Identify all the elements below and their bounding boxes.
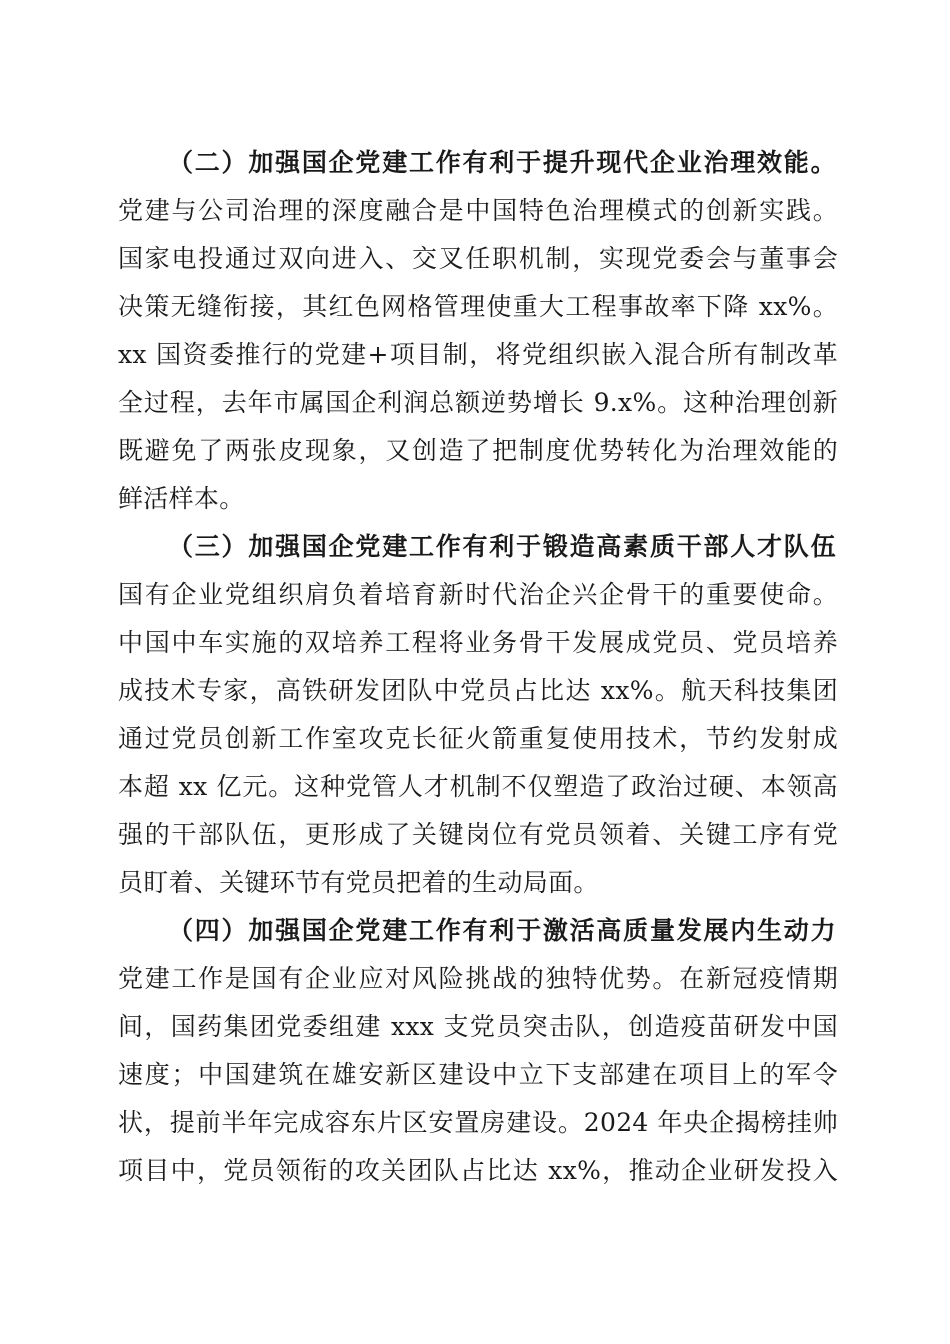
section-3-line-6: 强的干部队伍，更形成了关键岗位有党员领着、关键工序有党 [118,820,838,849]
section-4-line-1: 党建工作是国有企业应对风险挑战的独特优势。在新冠疫情期 [118,964,838,993]
section-2-line-6: 既避免了两张皮现象，又创造了把制度优势转化为治理效能的 [118,436,838,465]
section-4-line-5: 项目中，党员领衔的攻关团队占比达 xx%，推动企业研发投入 [118,1156,838,1185]
section-4-line-2: 间，国药集团党委组建 xxx 支党员突击队，创造疫苗研发中国 [118,1012,838,1041]
section-3-line-5: 本超 xx 亿元。这种党管人才机制不仅塑造了政治过硬、本领高 [118,772,838,801]
section-2-line-5: 全过程，去年市属国企利润总额逆势增长 9.x%。这种治理创新 [118,388,838,417]
section-4-heading: （四）加强国企党建工作有利于激活高质量发展内生动力 [168,916,836,945]
section-2-line-2: 国家电投通过双向进入、交叉任职机制，实现党委会与董事会 [118,244,838,273]
section-2-line-3: 决策无缝衔接，其红色网格管理使重大工程事故率下降 xx%。 [118,292,838,321]
section-3-line-3: 成技术专家，高铁研发团队中党员占比达 xx%。航天科技集团 [118,676,838,705]
section-3-line-2: 中国中车实施的双培养工程将业务骨干发展成党员、党员培养 [118,628,838,657]
section-4-line-4: 状，提前半年完成容东片区安置房建设。2024 年央企揭榜挂帅 [118,1108,838,1137]
section-3-line-1: 国有企业党组织肩负着培育新时代治企兴企骨干的重要使命。 [118,580,838,609]
section-3-line-7: 员盯着、关键环节有党员把着的生动局面。 [118,868,599,897]
section-2-heading: （二）加强国企党建工作有利于提升现代企业治理效能。 [168,148,836,177]
section-4-line-3: 速度；中国建筑在雄安新区建设中立下支部建在项目上的军令 [118,1060,838,1089]
section-2-line-7: 鲜活样本。 [118,484,245,513]
section-3-line-4: 通过党员创新工作室攻克长征火箭重复使用技术，节约发射成 [118,724,838,753]
section-2-line-1: 党建与公司治理的深度融合是中国特色治理模式的创新实践。 [118,196,838,225]
section-2-line-4: xx 国资委推行的党建+项目制，将党组织嵌入混合所有制改革 [118,340,838,369]
section-3-heading: （三）加强国企党建工作有利于锻造高素质干部人才队伍 [168,532,836,561]
